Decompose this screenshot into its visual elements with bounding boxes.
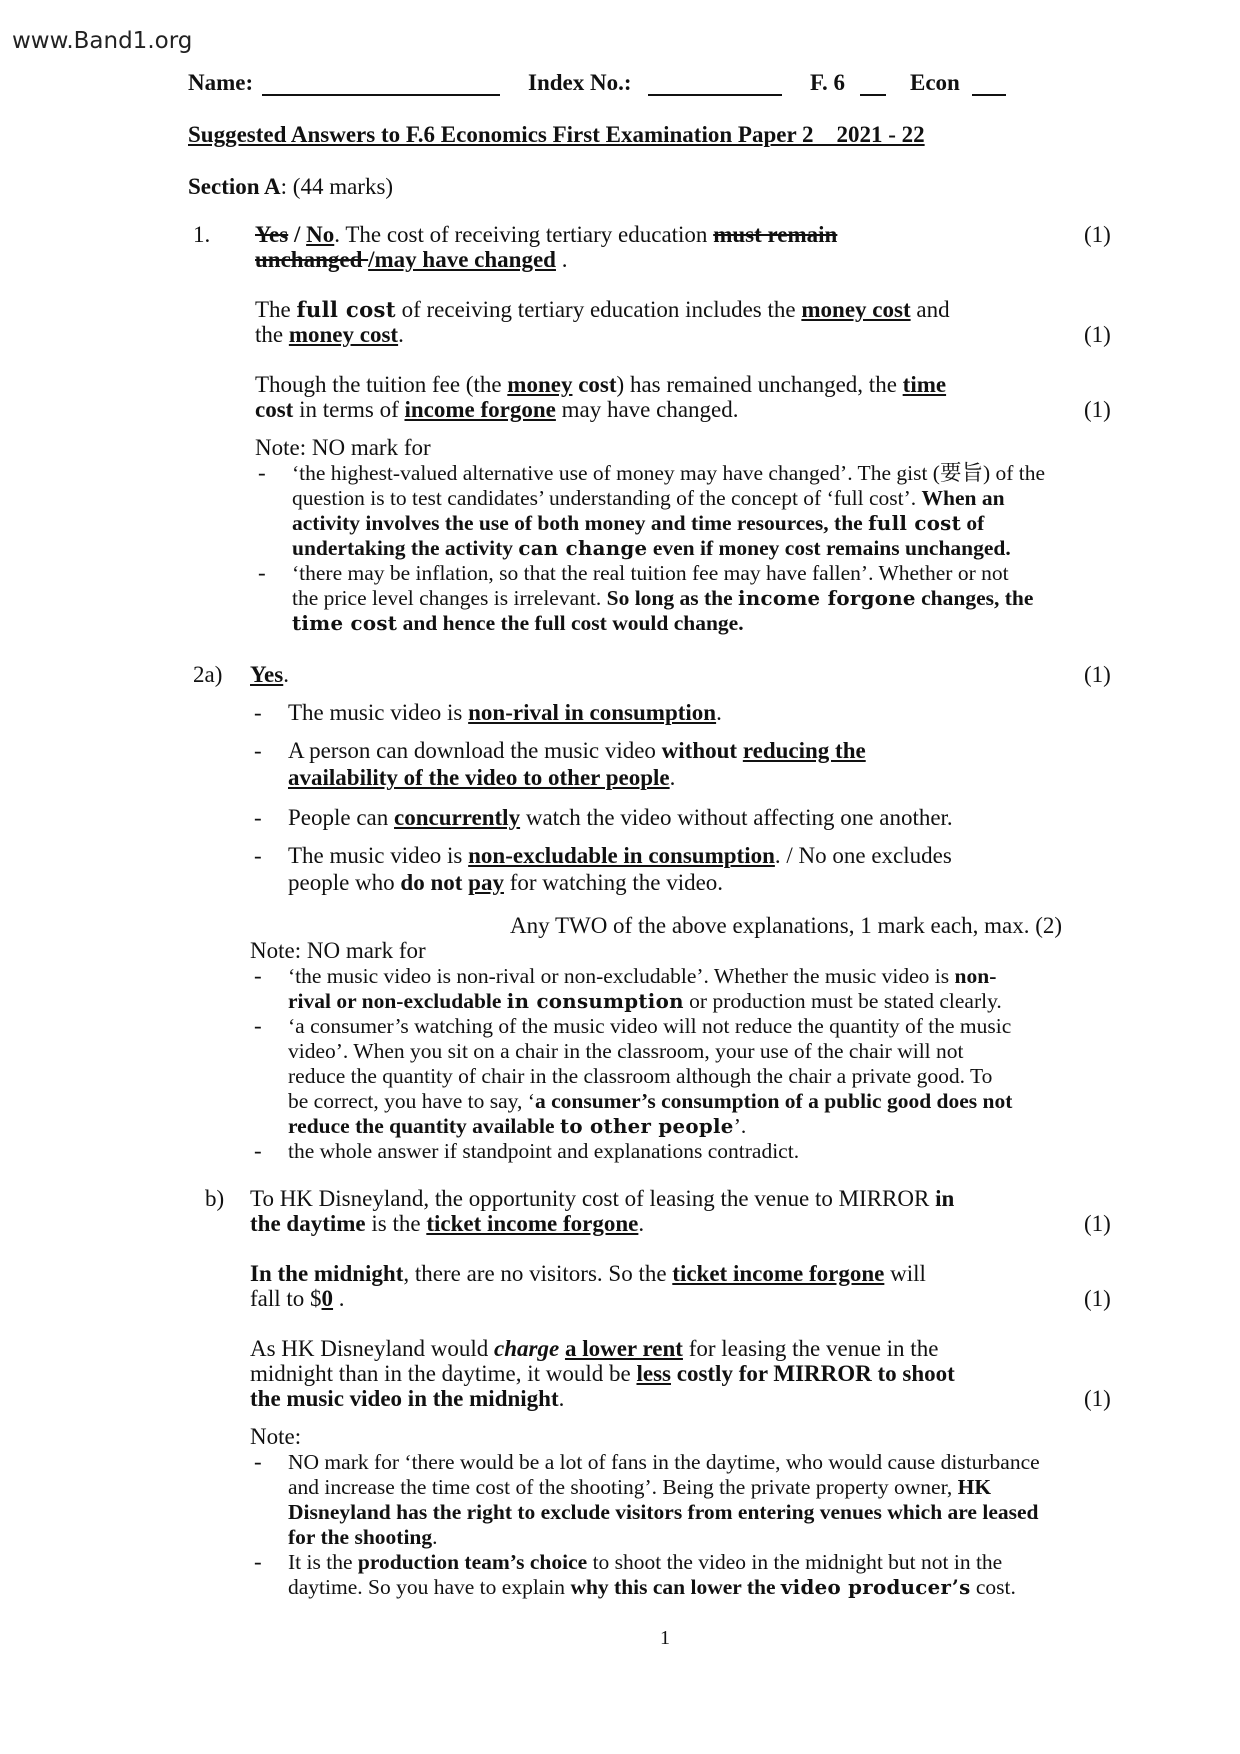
q1-note1-line3: activity involves the use of both money and time resources, the full cost of xyxy=(292,511,985,535)
q2a-point-4-line1: The music video is non-excludable in consumption. / No one excludes xyxy=(288,843,952,868)
bullet-dash: - xyxy=(254,805,262,830)
q1-note1-line4: undertaking the activity can change even if money cost remains unchanged. xyxy=(292,536,1011,560)
q2b-para2-line2: fall to $0 . xyxy=(250,1286,345,1311)
name-field[interactable] xyxy=(262,76,500,96)
q1-mark-1: (1) xyxy=(1084,222,1111,247)
page-number: 1 xyxy=(660,1627,670,1649)
q2a-note1-line1: ‘the music video is non-rival or non-excludable’. Whether the music video is non- xyxy=(288,964,997,988)
bullet-dash: - xyxy=(254,1449,262,1474)
q2b-para3-line2: midnight than in the daytime, it would be less costly for MIRROR to shoot xyxy=(250,1361,955,1386)
q2a-note2-line1: ‘a consumer’s watching of the music video will not reduce the quantity of the music xyxy=(288,1014,1012,1038)
q1-note2-line3: time cost and hence the full cost would change. xyxy=(292,611,744,635)
document-title: Suggested Answers to F.6 Economics First Examination Paper 2 2021 - 22 xyxy=(188,122,925,147)
q1-note2-line1: ‘there may be inflation, so that the real tuition fee may have fallen’. Whether or not xyxy=(292,561,1009,585)
econ-label: Econ xyxy=(910,70,960,95)
q2b-para3-line3: the music video in the midnight. xyxy=(250,1386,565,1411)
q2a-answer: Yes. xyxy=(250,662,289,687)
q2b-number: b) xyxy=(205,1186,225,1211)
q1-mark-3: (1) xyxy=(1084,397,1111,422)
econ-class-field[interactable] xyxy=(972,76,1006,96)
q2b-mark-3: (1) xyxy=(1084,1386,1111,1411)
q2a-point-2-line1: A person can download the music video without reducing the xyxy=(288,738,866,763)
bullet-dash: - xyxy=(254,700,262,725)
watermark: www.Band1.org xyxy=(12,28,193,54)
q2a-note1-line2: rival or non-excludable in consumption or production must be stated clearly. xyxy=(288,989,1002,1013)
q2a-note-label: Note: NO mark for xyxy=(250,938,426,963)
q1-answer-line-2: unchanged /may have changed . xyxy=(255,247,568,272)
name-label: Name: xyxy=(188,70,254,95)
q2b-note1-line3: Disneyland has the right to exclude visitors from entering venues which are leased xyxy=(288,1500,1039,1524)
q1-para3-line1: Though the tuition fee (the money cost) has remained unchanged, the time xyxy=(255,372,947,397)
section-heading: Section A: (44 marks) xyxy=(188,174,394,199)
q1-para3-line2: cost in terms of income forgone may have changed. xyxy=(255,397,739,422)
q2b-para2-line1: In the midnight, there are no visitors. So the ticket income forgone will xyxy=(250,1261,926,1286)
q1-note1-line1: ‘the highest-valued alternative use of money may have changed’. The gist (要旨) of the xyxy=(292,461,1046,485)
q2a-point-2-line2: availability of the video to other people. xyxy=(288,765,676,790)
q2a-point-3: People can concurrently watch the video without affecting one another. xyxy=(288,805,953,830)
q2b-note1-line1: NO mark for ‘there would be a lot of fans in the daytime, who would cause disturbance xyxy=(288,1450,1040,1474)
q2a-note2-line4: be correct, you have to say, ‘a consumer’s consumption of a public good does not xyxy=(288,1089,1013,1113)
bullet-dash: - xyxy=(254,1138,262,1163)
q2a-note3: the whole answer if standpoint and explanations contradict. xyxy=(288,1139,800,1163)
q2b-mark-1: (1) xyxy=(1084,1211,1111,1236)
q1-answer-line-1: Yes / No. The cost of receiving tertiary education must remain xyxy=(255,222,838,247)
q1-note1-line2: question is to test candidates’ understanding of the concept of ‘full cost’. When an xyxy=(292,486,1005,510)
q2a-point-4-line2: people who do not pay for watching the video. xyxy=(288,870,724,895)
bullet-dash: - xyxy=(254,1013,262,1038)
form-label: F. 6 xyxy=(810,70,845,95)
q1-note-label: Note: NO mark for xyxy=(255,435,431,460)
bullet-dash: - xyxy=(254,843,262,868)
q1-para2-line2: the money cost. xyxy=(255,322,404,347)
q2b-para1-line2: the daytime is the ticket income forgone. xyxy=(250,1211,645,1236)
q2a-any-two-note: Any TWO of the above explanations, 1 mark each, max. (2) xyxy=(510,913,1063,938)
q1-para2-line1: The full cost of receiving tertiary education includes the money cost and xyxy=(255,297,950,322)
q2a-note2-line2: video’. When you sit on a chair in the classroom, your use of the chair will not xyxy=(288,1039,964,1063)
q2a-note2-line5: reduce the quantity available to other people’. xyxy=(288,1114,747,1138)
bullet-dash: - xyxy=(258,460,266,485)
q2a-number: 2a) xyxy=(193,662,223,687)
bullet-dash: - xyxy=(254,963,262,988)
q2b-note2-line1: It is the production team’s choice to shoot the video in the midnight but not in the xyxy=(288,1550,1003,1574)
bullet-dash: - xyxy=(254,1549,262,1574)
form-class-field[interactable] xyxy=(860,76,886,96)
q1-note2-line2: the price level changes is irrelevant. So long as the income forgone changes, the xyxy=(292,586,1034,610)
q2a-note2-line3: reduce the quantity of chair in the classroom although the chair a private good. To xyxy=(288,1064,993,1088)
index-label: Index No.: xyxy=(528,70,632,95)
q1-mark-2: (1) xyxy=(1084,322,1111,347)
q2b-note1-line2: and increase the time cost of the shooting’. Being the private property owner, HK xyxy=(288,1475,992,1499)
q2b-para3-line1: As HK Disneyland would charge a lower rent for leasing the venue in the xyxy=(250,1336,939,1361)
q2b-mark-2: (1) xyxy=(1084,1286,1111,1311)
q2b-note2-line2: daytime. So you have to explain why this can lower the video producer’s cost. xyxy=(288,1575,1016,1599)
bullet-dash: - xyxy=(254,738,262,763)
q2a-mark: (1) xyxy=(1084,662,1111,687)
q2a-point-1: The music video is non-rival in consumption. xyxy=(288,700,722,725)
q2b-note1-line4: for the shooting. xyxy=(288,1525,438,1549)
bullet-dash: - xyxy=(258,560,266,585)
index-field[interactable] xyxy=(648,76,782,96)
q2b-para1-line1: To HK Disneyland, the opportunity cost of leasing the venue to MIRROR in xyxy=(250,1186,955,1211)
q2b-note-label: Note: xyxy=(250,1424,302,1449)
q1-number: 1. xyxy=(193,222,211,247)
